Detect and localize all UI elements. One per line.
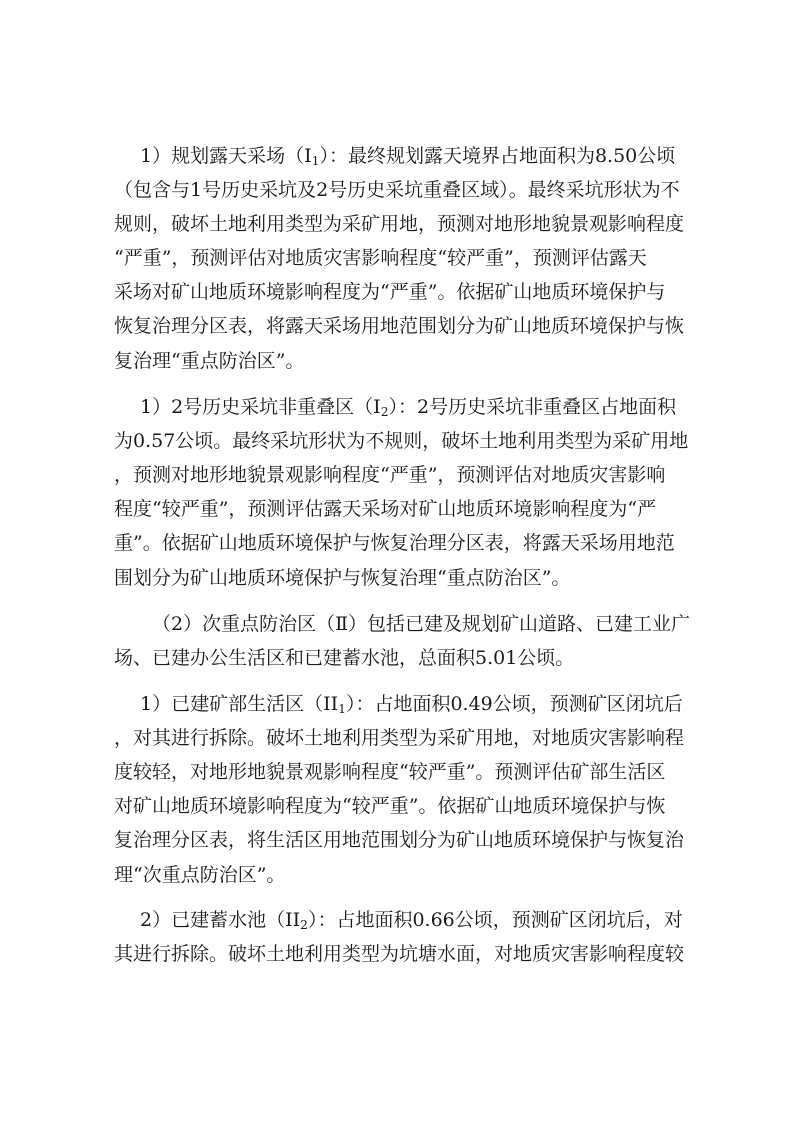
para5-line2: 其进行拆除。破坏土地利用类型为坑塘水面，对地质灾害影响程度较 [114, 943, 685, 965]
para2-line5: 重”。依据矿山地质环境保护与恢复治理分区表，将露天采场用地范 [114, 532, 675, 554]
para1-line4: “严重”，预测评估对地质灾害影响程度“较严重”，预测评估露天 [114, 247, 647, 269]
para4-line4: 对矿山地质环境影响程度为“较严重”。依据矿山地质环境保护与恢 [114, 795, 666, 817]
para1-line3: 规则，破坏土地利用类型为采矿用地，预测对地形地貌景观影响程度 [114, 213, 685, 235]
para4-line6: 理“次重点防治区”。 [114, 864, 286, 886]
para3-line1: （2）次重点防治区（Ⅱ）包括已建及规划矿山道路、已建工业广 [152, 613, 691, 635]
para5-line1: 2）已建蓄水池$(II_2)$：占地面积0.66公顷，预测矿区闭坑后，对 [140, 909, 683, 933]
para2-line2: 为0.57公顷。最终采坑形状为不规则，破坏土地利用类型为采矿用地 [114, 430, 689, 452]
para2-line1: 1）2号历史采坑非重叠区$(I_2)$：2号历史采坑非重叠区占地面积 [140, 396, 677, 420]
para2-line6: 围划分为矿山地质环境保护与恢复治理“重点防治区”。 [114, 567, 571, 589]
para4-line3: 度较轻，对地形地貌景观影响程度“较严重”。预测评估矿部生活区 [114, 761, 666, 783]
para4-line1: 1）已建矿部生活区$(II_1)$：占地面积0.49公顷，预测矿区闭坑后 [140, 693, 683, 717]
para1-line5: 采场对矿山地质环境影响程度为“严重”。依据矿山地质环境保护与 [114, 281, 666, 303]
para2-line4: 程度“较严重”，预测评估露天采场对矿山地质环境影响程度为“严 [114, 498, 657, 520]
para4-line2: ，对其进行拆除。破坏土地利用类型为采矿用地，对地质灾害影响程 [114, 727, 685, 749]
para2-line3: ，预测对地形地貌景观影响程度“严重”，预测评估对地质灾害影响 [114, 464, 666, 486]
para1-line1: 1）规划露天采场$(I_1)$：最终规划露天境界占地面积为8.50公顷 [140, 145, 676, 169]
para3-line2: 场、已建办公生活区和已建蓄水池，总面积5.01公顷。 [114, 647, 575, 669]
para1-line7: 复治理“重点防治区”。 [114, 350, 305, 372]
para1-line2: （包含与1号历史采坑及2号历史采坑重叠区域）。最终采坑形状为不 [114, 179, 680, 201]
para4-line5: 复治理分区表，将生活区用地范围划分为矿山地质环境保护与恢复治 [114, 829, 685, 851]
para1-line6: 恢复治理分区表，将露天采场用地范围划分为矿山地质环境保护与恢 [114, 315, 685, 337]
